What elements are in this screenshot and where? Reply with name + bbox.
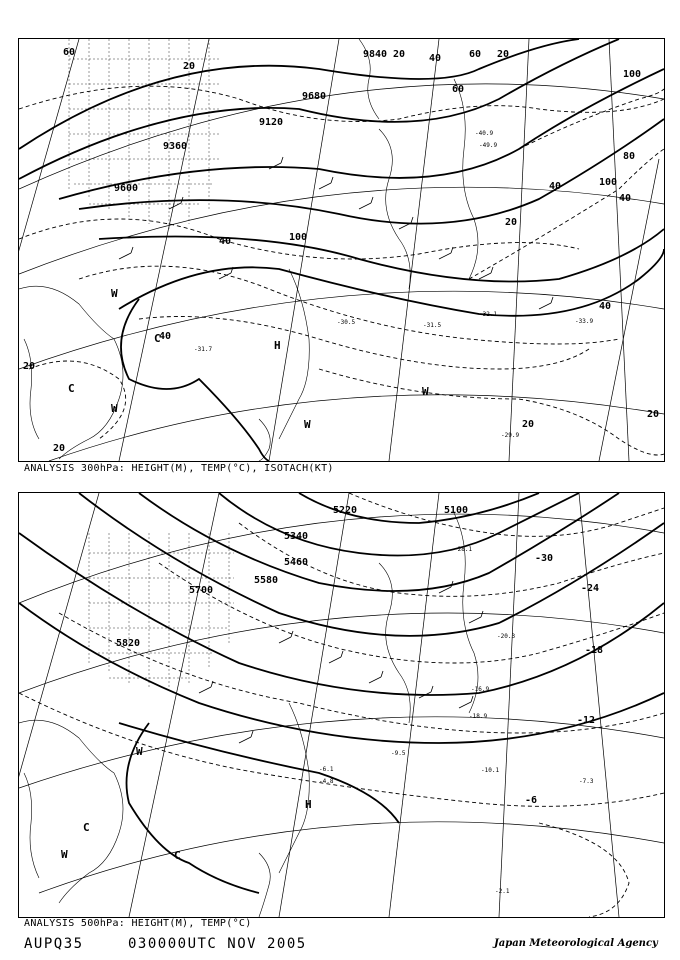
cold-center: C: [68, 382, 75, 395]
isotach-label: 20: [497, 49, 510, 60]
isotach-label: 20: [522, 419, 535, 430]
isotach-label: 60: [63, 47, 76, 58]
station-temp: -7.3: [579, 778, 594, 785]
temp-label: -30.5: [337, 319, 356, 326]
warm-center: W: [136, 745, 143, 758]
caption-500hpa: ANALYSIS 500hPa: HEIGHT(M), TEMP(°C): [24, 918, 252, 929]
temp-label: -40.9: [475, 130, 494, 137]
cold-center: C: [83, 821, 90, 834]
height-label: 9840: [363, 49, 388, 60]
product-code: AUPQ35: [24, 936, 84, 952]
height-label: 5820: [116, 638, 141, 649]
temp-label: -33.9: [575, 318, 594, 325]
temperature-contours: [19, 493, 664, 917]
isotach-label: 40: [619, 193, 632, 204]
isotach-label: 20: [23, 361, 36, 372]
isotach-label: 40: [549, 181, 562, 192]
station-temp: -6.1: [319, 766, 334, 773]
caption-300hpa: ANALYSIS 300hPa: HEIGHT(M), TEMP(°C), ISOTACH(KT): [24, 463, 334, 474]
height-label: 5100: [444, 505, 469, 516]
isotach-contours: [19, 86, 664, 455]
warm-center: W: [304, 418, 311, 431]
isotach-label: 60: [452, 84, 465, 95]
temp-label: -30: [535, 553, 554, 564]
height-label: 9680: [302, 91, 327, 102]
lat-lon-grid: [19, 493, 664, 917]
height-label: 9360: [163, 141, 188, 152]
map-300hpa: [19, 39, 664, 461]
height-label: 9600: [114, 183, 139, 194]
isotach-label: 40: [159, 331, 172, 342]
agency-name: Japan Meteorological Agency: [494, 938, 658, 949]
isotach-label: 20: [505, 217, 518, 228]
height-contours: [19, 39, 664, 461]
temp-label: -32.1: [479, 311, 498, 318]
analysis-timestamp: 030000UTC NOV 2005: [128, 936, 307, 952]
station-temp: -9.5: [391, 750, 406, 757]
station-temp: -20.3: [497, 633, 516, 640]
station-temp: -4.8: [319, 778, 334, 785]
temp-label: -31.7: [194, 346, 213, 353]
analysis-300hpa-chart: [18, 38, 665, 462]
station-temp: -18.9: [469, 713, 488, 720]
height-label: 5580: [254, 575, 279, 586]
isotach-label: 40: [429, 53, 442, 64]
cold-center: C: [174, 849, 181, 862]
plateau-hatching: [89, 533, 234, 688]
high-center: H: [305, 798, 312, 811]
isotach-label: 40: [219, 236, 232, 247]
warm-center: W: [111, 402, 118, 415]
lat-lon-grid: [19, 39, 664, 461]
isotach-label: 100: [623, 69, 642, 80]
isotach-label: 20: [53, 443, 66, 454]
height-label: 5460: [284, 557, 309, 568]
temp-label: -12: [577, 715, 596, 726]
height-label: 9120: [259, 117, 284, 128]
warm-center: W: [111, 287, 118, 300]
warm-center: W: [422, 385, 429, 398]
station-temp: -10.1: [481, 767, 500, 774]
isotach-label: 20: [393, 49, 406, 60]
warm-center: W: [61, 848, 68, 861]
isotach-label: 20: [183, 61, 196, 72]
station-temp: -28.1: [454, 546, 473, 553]
map-500hpa: [19, 493, 664, 917]
temp-label: -29.9: [501, 432, 520, 439]
coastline: [19, 513, 478, 917]
height-label: 5220: [333, 505, 358, 516]
cold-center: C: [154, 332, 161, 345]
station-temp: -2.1: [495, 888, 510, 895]
isotach-label: 100: [289, 232, 308, 243]
isotach-label: 100: [599, 177, 618, 188]
isotach-label: 40: [599, 301, 612, 312]
height-label: 5340: [284, 531, 309, 542]
temp-label: -31.5: [423, 322, 442, 329]
temp-label: -6: [525, 795, 538, 806]
temp-label: -49.9: [479, 142, 498, 149]
analysis-500hpa-chart: [18, 492, 665, 918]
height-label: 5700: [189, 585, 214, 596]
wind-barbs: [119, 157, 553, 309]
high-center: H: [274, 339, 281, 352]
temp-label: -24: [581, 583, 600, 594]
isotach-label: 60: [469, 49, 482, 60]
isotach-label: 20: [647, 409, 660, 420]
wind-barbs: [199, 581, 483, 743]
station-temp: -16.9: [471, 686, 490, 693]
temp-label: -18: [585, 645, 604, 656]
height-contours: [19, 493, 664, 893]
isotach-label: 80: [623, 151, 636, 162]
